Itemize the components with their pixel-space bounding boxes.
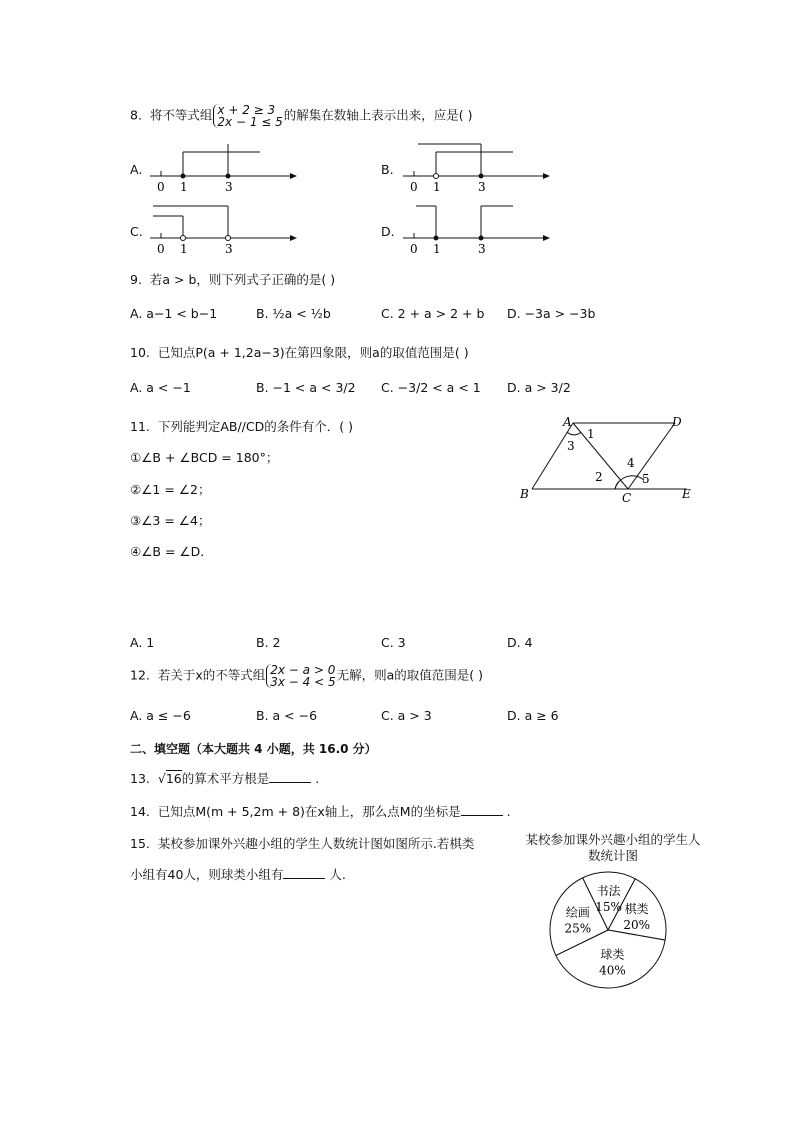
tick-0: 0: [410, 242, 418, 256]
q13-stem: [130, 769, 319, 787]
pie-chart: [540, 866, 680, 996]
q8-ineq1: x + 2 ≥ 3: [217, 103, 276, 117]
q14-number: 14.: [130, 804, 150, 819]
q13-end: .: [315, 771, 320, 786]
pie-label-chess: 棋类: [624, 902, 649, 917]
q14-text: 已知点M(m + 5,2m + 8)在x轴上，那么点M的坐标是: [157, 804, 461, 819]
q13-text: 的算术平方根是: [181, 771, 270, 786]
tick-3: 3: [478, 242, 486, 256]
q14-stem: [130, 802, 511, 820]
q10-number: 10.: [130, 345, 150, 360]
q12-prefix: 若关于x的不等式组: [157, 667, 266, 683]
tick-0: 0: [410, 180, 418, 194]
tick-1: 1: [180, 180, 188, 194]
point-c: C: [622, 491, 632, 505]
pie-percent-ball-games: 40%: [599, 963, 626, 978]
point-e: E: [682, 487, 691, 501]
tick-3: 3: [225, 180, 233, 194]
pie-percent-painting: 25%: [564, 921, 592, 936]
q9-text: 若a > b，则下列式子正确的是( ): [149, 272, 336, 287]
section-2-title: 二、填空题（本大题共 4 小题，共 16.0 分）: [130, 742, 377, 756]
q12-option-a[interactable]: A. a ≤ −6: [130, 708, 191, 723]
q12-suffix: 无解，则a的取值范围是( ): [336, 667, 484, 683]
q8-stem: [130, 104, 473, 128]
q15-text-3: 人.: [329, 867, 346, 882]
q8-number-line-d: [398, 200, 553, 260]
tick-0: 0: [157, 180, 165, 194]
q15-text-1: 某校参加课外兴趣小组的学生人数统计图如图所示.若棋类: [157, 836, 475, 851]
q15-number: 15.: [130, 836, 150, 851]
q8-system: [213, 104, 282, 128]
q11-condition-3: ③∠3 = ∠4；: [130, 513, 211, 528]
q12-option-c[interactable]: C. a > 3: [381, 708, 432, 723]
sqrt-sign: √: [157, 771, 166, 786]
q10-option-c[interactable]: C. −3/2 < a < 1: [381, 380, 481, 395]
q11-option-c[interactable]: C. 3: [381, 635, 406, 650]
q15-answer-blank[interactable]: [283, 866, 325, 879]
q11-condition-4: ④∠B = ∠D．: [130, 544, 213, 559]
q8-ineq2: 2x − 1 ≤ 5: [217, 115, 283, 129]
q9-option-c[interactable]: C. 2 + a > 2 + b: [381, 306, 485, 321]
angle-4-label: 4: [627, 456, 635, 470]
q10-option-b[interactable]: B. −1 < a < 3/2: [256, 380, 356, 395]
tick-0: 0: [157, 242, 165, 256]
q8-option-c-label: C.: [130, 224, 143, 239]
q9-stem: [130, 270, 335, 288]
q12-number: 12.: [130, 667, 150, 683]
angle-5-label: 5: [642, 472, 650, 486]
tick-1: 1: [433, 242, 441, 256]
q8-number-line-a: [145, 138, 300, 198]
q13-radicand: 16: [165, 771, 182, 786]
q10-text: 已知点P(a + 1,2a−3)在第四象限，则a的取值范围是( ): [157, 345, 469, 360]
q8-number-line-b: [398, 138, 553, 198]
q8-option-b-label: B.: [381, 162, 394, 177]
q13-number: 13.: [130, 771, 150, 786]
angle-3-label: 3: [567, 439, 575, 453]
q12-ineq2: 3x − 4 < 5: [270, 675, 336, 689]
q11-stem: [130, 417, 353, 435]
q11-condition-1: ①∠B + ∠BCD = 180°；: [130, 450, 279, 465]
tick-3: 3: [225, 242, 233, 256]
point-a: A: [563, 415, 572, 429]
q14-answer-blank[interactable]: [461, 803, 503, 816]
q9-option-b[interactable]: B. ½a < ½b: [256, 306, 331, 321]
q11-option-a[interactable]: A. 1: [130, 635, 155, 650]
q9-option-a[interactable]: A. a−1 < b−1: [130, 306, 218, 321]
pie-percent-calligraphy: 15%: [595, 900, 622, 915]
q12-system: [266, 664, 335, 688]
q8-number-line-c: [145, 200, 300, 260]
q10-option-d[interactable]: D. a > 3/2: [507, 380, 571, 395]
tick-3: 3: [478, 180, 486, 194]
angle-2-label: 2: [595, 470, 603, 484]
q10-stem: [130, 343, 469, 361]
q8-suffix: 的解集在数轴上表示出来，应是( ): [283, 107, 473, 123]
point-d: D: [672, 415, 682, 429]
pie-label-painting: 绘画: [565, 905, 590, 920]
tick-1: 1: [433, 180, 441, 194]
q12-ineq1: 2x − a > 0: [270, 663, 336, 677]
q14-end: .: [506, 804, 511, 819]
q10-option-a[interactable]: A. a < −1: [130, 380, 191, 395]
q8-option-a-label: A.: [130, 162, 143, 177]
q11-text: 下列能判定AB//CD的条件有个．( ): [157, 419, 353, 434]
pie-label-calligraphy: 书法: [596, 884, 621, 899]
q11-option-b[interactable]: B. 2: [256, 635, 281, 650]
q9-number: 9.: [130, 272, 142, 287]
tick-1: 1: [180, 242, 188, 256]
q12-stem: [130, 664, 483, 688]
q11-parallelogram-figure: [515, 410, 700, 510]
q8-number: 8.: [130, 107, 142, 123]
q9-option-d[interactable]: D. −3a > −3b: [507, 306, 596, 321]
q11-number: 11.: [130, 419, 150, 434]
pie-percent-chess: 20%: [623, 918, 651, 933]
q15-line-2: [130, 865, 346, 883]
q8-option-d-label: D.: [381, 224, 395, 239]
q15-text-2: 小组有40人，则球类小组有: [130, 867, 284, 882]
pie-label-ball-games: 球类: [600, 947, 625, 962]
q13-answer-blank[interactable]: [269, 770, 311, 783]
q11-option-d[interactable]: D. 4: [507, 635, 533, 650]
q12-option-d[interactable]: D. a ≥ 6: [507, 708, 559, 723]
chart-title: 某校参加课外兴趣小组的学生人数统计图: [525, 832, 701, 863]
q12-option-b[interactable]: B. a < −6: [256, 708, 318, 723]
q11-condition-2: ②∠1 = ∠2；: [130, 482, 211, 497]
point-b: B: [520, 487, 529, 501]
q15-line-1: [130, 834, 474, 852]
q8-prefix: 将不等式组: [149, 107, 213, 123]
angle-1-label: 1: [587, 427, 595, 441]
